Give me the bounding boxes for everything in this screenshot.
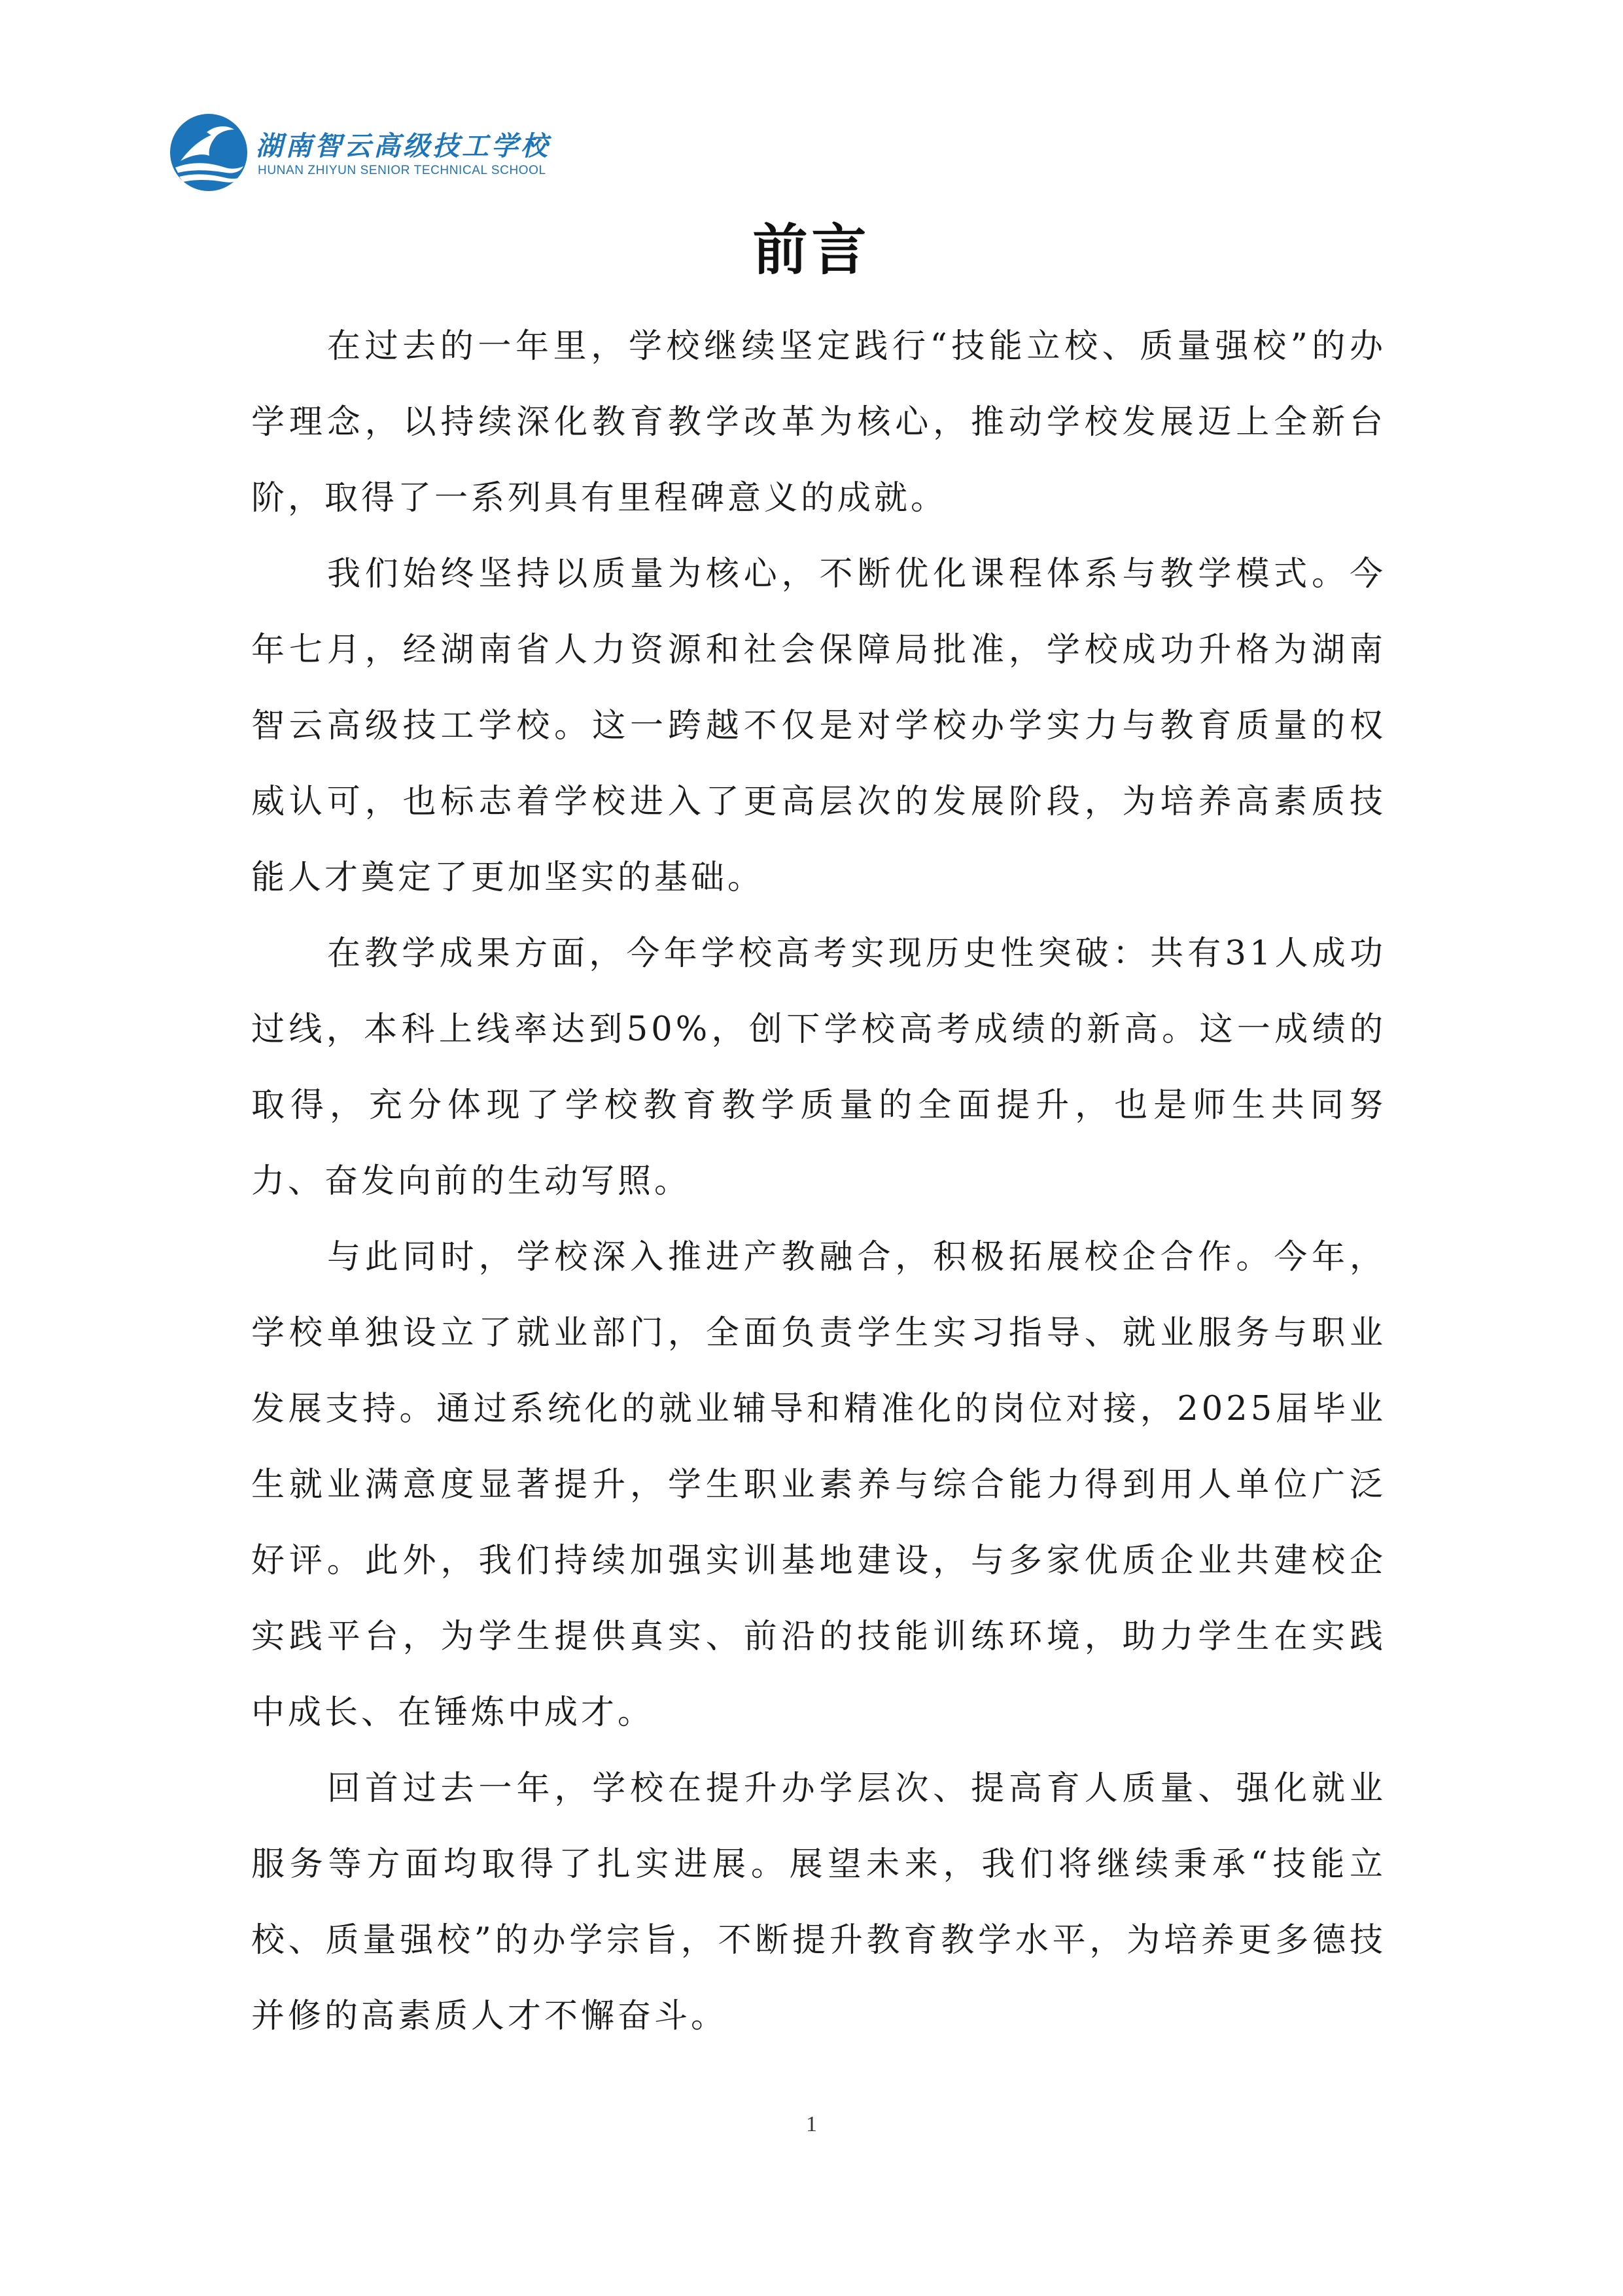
paragraph: 在过去的一年里，学校继续坚定践行“技能立校、质量强校”的办学理念，以持续深化教育教学改革为核心，推动学校发展迈上全新台阶，取得了一系列具有里程碑意义的成就。 — [251, 327, 1386, 518]
page-title: 前言 — [752, 218, 871, 282]
logo-school-name-cn: 湖南智云高级技工学校 — [256, 130, 550, 162]
page-number: 1 — [806, 2112, 817, 2136]
paragraph: 我们始终坚持以质量为核心，不断优化课程体系与教学模式。今年七月，经湖南省人力资源和社会保障局批准，学校成功升格为湖南智云高级技工学校。这一跨越不仅是对学校办学实力与教育质量的权威认可，也标志着学校进入了更高层次的发展阶段，为培养高素质技能人才奠定了更加坚实的基础。 — [251, 555, 1386, 897]
body-text — [251, 309, 1386, 2055]
school-wave-emblem-icon — [169, 113, 249, 192]
logo-school-name-en: HUNAN ZHIYUN SENIOR TECHNICAL SCHOOL — [258, 164, 546, 177]
paragraph: 回首过去一年，学校在提升办学层次、提高育人质量、强化就业服务等方面均取得了扎实进展。展望未来，我们将继续秉承“技能立校、质量强校”的办学宗旨，不断提升教育教学水平，为培养更多德技并修的高素质人才不懈奋斗。 — [251, 1769, 1386, 2036]
paragraph: 在教学成果方面，今年学校高考实现历史性突破：共有31人成功过线，本科上线率达到50%，创下学校高考成绩的新高。这一成绩的取得，充分体现了学校教育教学质量的全面提升，也是师生共同努力、奋发向前的生动写照。 — [251, 934, 1386, 1201]
paragraph: 与此同时，学校深入推进产教融合，积极拓展校企合作。今年，学校单独设立了就业部门，全面负责学生实习指导、就业服务与职业发展支持。通过系统化的就业辅导和精准化的岗位对接，2025届毕业生就业满意度显著提升，学生职业素养与综合能力得到用人单位广泛好评。此外，我们持续加强实训基地建设，与多家优质企业共建校企实践平台，为学生提供真实、前沿的技能训练环境，助力学生在实践中成长、在锤炼中成才。 — [251, 1238, 1386, 1732]
school-logo — [169, 113, 561, 204]
